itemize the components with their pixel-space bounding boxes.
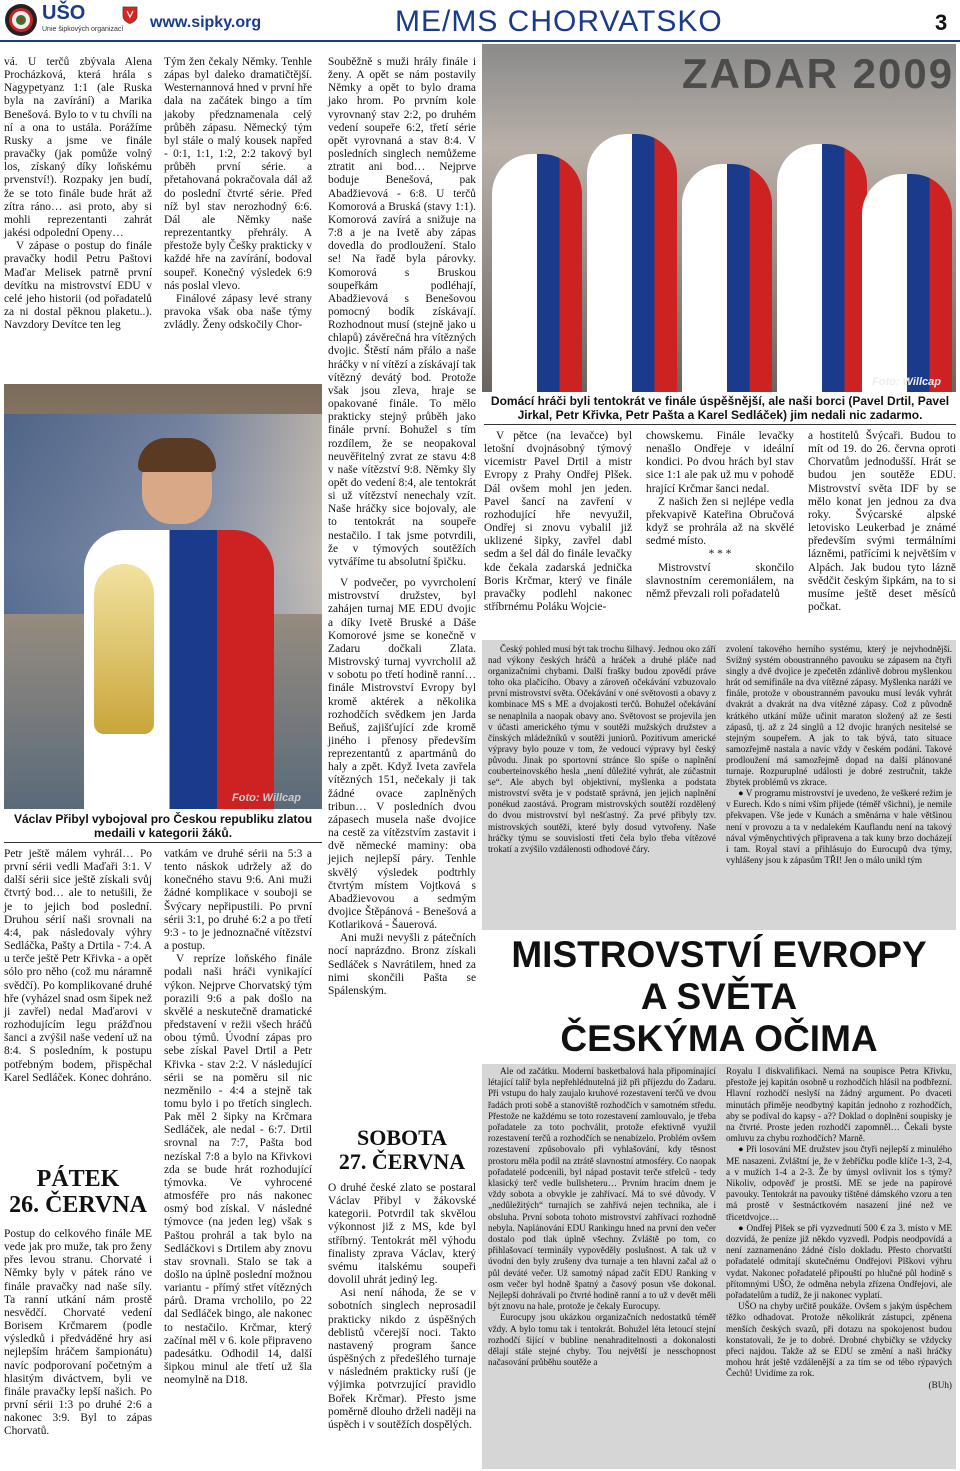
paragraph: ● V programu mistrovství je uvedeno, že veškeré režim je v Eurech. Kdo s ními vším přijede (téměř všichni), je nemile překvapen. Vše jede v Kunách a směnárna v hale většinou není v provozu a ta v nedalekém Kauflandu není na takový nával výměnychtivých připravena a tak kuny brzo docházejí i tam. Royal staví a přihlásujo do Eurocupů dva týmy, vyhlášeny jsou k zápasům TŘI! Jen o málo unikl tým [726,788,952,865]
player-figure [84,444,274,809]
feature-title-line1: MISTROVSTVÍ EVROPY [511,934,927,975]
page-number: 3 [935,10,948,35]
paragraph: Finálové zápasy levé strany pravoka však oba naše týmy zvládly. Ženy odskočily Chor- [164,292,312,332]
paragraph: O druhé české zlato se postaral Václav Přibyl v žákovské kategorii. Potvrdil tak skvělou výkonnost již z MS, kde byl stříbrný. Tentokrát měl výhodu finalisty zprava Václav, který svému italskému soupeři dovolil uhrát jediný leg. [328,1182,476,1287]
paragraph: zvolení takového herního systému, který je nejvhodnější. Svížný systém oboustranného pavouku se zápasem na čtyři singly a dvě dvojice je zpečetěn zdánlivě dobrou myšlenkou hrát od semifinále na dva vítězné zápasy. Myšlenka naráží ve finále, protože v oboustranném pavouku musí levák vyhrát dvakrát a dvakrát na dva vítězné zápasy. Což z původně krátkého utkání může učinit maraton složený až ze šesti zápasů, tj. až z 24 singlů a 12 dvojic hraných nesitelsé se stejným soupeřem. A jak to tak bývá, tato situace samozřejmě nastala a navíc vždy v českém podání. Takové prodloužení má samozřejmě dopad na další plánované turnaje. Rozpuruplné události je dobré zestručnit, takže žbytek problémů vs zkrace. [726,644,952,788]
saturday-heading [328,1126,476,1174]
paragraph: Z našich žen si nejlépe vedla překvapivě Kateřina Obručová když se prohrála až na skvělé sedmé místo. [646,495,794,548]
paragraph: Český pohled musí být tak trochu šilhavý. Jednou oko září nad výkony českých hráčů a hráček a druhé pláče nad organizačními chybami. Další frašky budou zpovědí práve toho oka plačícího. Obavy a zároveň očekávání vzbuzovalo první mistrovství světa. Očekávání v oné světovosti a obavy z kombinace MS s ME a dvojakosti terčů. Bohužel očekávání se nenaplnila a naopak obavy ano. Světovost se projevila jen v účasti amerického týmu v soutěži mužských družstev a čínských mládežníků v soutěži juniorů. Pozitivum americké výpravy bylo pouze v tom, že vedoucí výpravy byl český původu. Jinak po sportovní stránce šlo spíše o naplnění couberteinovského hesla „není důležité vyhrát, ale zúčastnit se“. Ale abych byl objektivní, myšlenka a podstata mistrovství světa je v podstatě správná, jen jejich naplnění ponékud zaostává. Program mistrovských soutěží rozdělený do dvou mistrovství byl nešťastný. Za prvé přibyly tzv. mistrovských soutěží, které byly dosud vytvořeny. Naše hráčky týmu se souvislostí třetí čela bylo třeba vítězové trokatí a zvýšilo vzdálenosti odhodové čáry. [488,644,716,854]
photo-left-caption: Václav Přibyl vybojoval pro Českou republiku zlatou medaili v kategorii žáků. [13,812,313,840]
paragraph: Tým žen čekaly Němky. Tenhle zápas byl daleko dramatičtější. Westernannová hned v první hře dala na začátek bingo a tím jakoby předznamenala celý průběh zápasu. Německý tým byl stále o malý kousek napřed - 0:1, 1:1, 1:2, 2:2 takový byl průběh první série. a přetahovaná pokračovala dál až do poslední čtvrté série. Před níž byl stav nerozhodný 6:6. Dál ale Němky naše reprezentantky přehrály. A přestože byly Češky prakticky v každé hře na zavírání, bodoval soupeř. Konečný výsledek 6:9 nás poslal vlevo. [164,56,312,292]
paragraph: a hostitelů Švýcaři. Budou to mít od 19. do 26. června oproti Chorvatům jednodušší. Hrát se budou jen soutěže EDU. Mistrovství světa IDF by se mělo konat jen jednou za dva roky. Švýcarské alpské letovisko Leukerbad je známé především svými termálními lázněmi, patřícími k největším v Alpách. Jak budou tyto lázně svědčit českým šipkám, na to si musíme ještě deset měsíců počkat. [808,430,956,614]
article-col6 [808,430,956,614]
author-signature: (BUh) [928,1379,952,1390]
paragraph: Mistrovství skončilo slavnostním ceremoniálem, na němž převzali roli pořadatelů [646,561,794,600]
friday-heading-line2: 26. ČERVNA [9,1192,147,1218]
article-col5 [646,430,794,601]
paragraph: ● Při losování ME družstev jsou čtyři nejlepší z minulého ME nasazeni. Zvláštní je, že v žebříčku podle klíče 1-3, 2-4, a v mužích 1-4 a 2-3. Že by úmysl ovlivnit los s týmy? Nikoliv, odpověď je prostší. ME se jede na papírové pavouky. Tentokrát na pavouky tištěné dámského vzoru a ten má prostě v šestnáctkovém nasazení jiné než ve třicetdvojce… [726,1144,952,1222]
logo-subtitle: Unie šipkových organizací [42,26,124,33]
photo-vaclav-pribyl [4,384,322,809]
paragraph: Ani muži nevyšli z pátečních nocí naprázdno. Bronz získali Sedláček s Navrátilem, hned za nimi skončili Pašta se Spálenským. [328,932,476,997]
header-rule [0,40,960,42]
team-figures [492,114,952,392]
article-col1-bottom [4,848,152,1085]
paragraph: Asi není náhoda, že se v sobotních singlech neprosadil prakticky nikdo z úspěšných deblistů včerejší noci. Takto nastavený program šance úspěšných z předešlého turnaje v následném prakticky ruší (je výjimka potvrzující pravidlo Bořek Krčmar). Přesto jsme poměrně dlouho drželi naději na úspěch i v soutěžích dospělých. [328,1287,476,1431]
photo-credit: Foto: Willcap [232,792,301,804]
page-title: ME/MS CHORVATSKO [395,5,723,38]
photo-top-caption: Domácí hráči byli tentokrát ve finále úspěšnější, ale naši borci (Pavel Drtil, Pavel Jirkal, Petr Křivka, Petr Pašta a Karel Sedláček) jim nedali nic zadarmo. [490,394,950,422]
article-col1-top [4,56,152,332]
saturday-heading-line1: SOBOTA [356,1125,448,1150]
paragraph: Ale od začátku. Moderní basketbalová hala připomínající létající talíř byla nepřehlédnutelná již při příjezdu do Zadaru. Při vstupu do haly zaujalo kruhové rozestavení terčů ve dvou řadách proti sobě a stanoviště rozhodčích v samotném středu. Přestože ne každému se toto rozestavení zamlouvalo, je třeba pořadatele za toto pochválit, protože efektivně využil rozestavení terčů a rozhodčích se nenabízelo. Problém ovšem rozestavení způsobovalo při vyhlašování, kdy těsnost prostoru měla podíl na ztrátě slavnostní atmosféry. Co naopak pořadatelé podcenili, byl nápad postavit terče střelců - tedy klasický terč vedle bullsheteru… Prvním hracím dnem je vždy sobota a obvykle je zahřívací. Má to své důvody. V „nedůležitých“ turnajích se zahřívá nejen technika, ale i obsluha. První sobota tohoto mistrovství zahřívací rozhodně nebyla. Naplánování EDU Rankingu hned na první den večer dostalo pod tlak úplně všechny. Zvláště po tom, co přihlašovací terminály vypověděly poslušnost. A tak už v úvodní den byly zrušeny dva turnaje a ten hlavní začal až o půl deváté večer. Už samotný nápad začít EDU Ranking v osm večer byl hodně špatný a časový posun vše dokonal. Nejlepší dohrávali po čtvrté hodině ranní a to už v devět měli být znovu na hale, protože je čekaly Eurocupy. [488,1066,716,1312]
feature-title-line2: A SVĚTA [640,976,798,1017]
website[interactable]: www.sipky.org [150,14,262,31]
paragraph: vá. U terčů zbývala Alena Procházková, která hrála s Nagypetyanz 1:1 (ale Ruska byla na zavírání) a Marika Benešová. Bylo to v tu chvíli na ní a ona to ustála. Porážíme Rusky a jsme ve finále pravačky (jak pomůže volný los, získaný díky loňskému prvenství!). Rozpaky jen budí, že se toto finále bude hrát až zítra ráno… asi proto, aby si mohli reprezentanti zahrát jakési odpolední Openy… [4,56,152,240]
paragraph: V repríze loňského finále podali naši hráči vynikající výkon. Nejprve Chorvatský tým porazili 9:6 a pak došlo na skvělé a neskutečně dramatické představení v režii všech hráčů obou týmů. Úvodní zápas pro sebe získal Pavel Drtil a Petr Křivka - stav 2:2. V následující sérii se na poměru sil nic nezměnilo - 4:4 a stejně tak tomu bylo i po třetích singlech. Pak měl 2 šipky na Krčmara Sedláček, ale nedal - 6:7. Drtil srovnal na 7:7, Pašta bod nezískal 7:8 a bylo na Křivkovi zda se bude hrát rozhodující týmovka. Ve vyhrocené atmosféře pro nás nakonec osmý bod získal. V následné týmovce (na jeden leg) však s Paštou prohrál a tak bylo na Sedláčkovi s Drtilem aby znovu stav srovnali. Stalo se tak a došlo na úplně poslední možnou variantu - přímý střet vítězných párů. Drama vrcholilo, po 22 dal Sedláček bingo, ale nakonec to nestačilo. Krčmar, který začínal měl v 6. kole připraveno padesátku. Odhodil 14, další šipkou minul ale třetí už šla neomylně na D18. [164,953,312,1387]
caption-rule [484,424,956,425]
paragraph: vatkám ve druhé sérii na 5:3 a tento náskok udržely až do konečného stavu 9:6. Ani muži žádné komplikace v souboji se Švýcary nepřipustili. Po první sérii 3:1, po druhé 6:2 a po třetí 9:3 - to je jednoznačné vítězství a postup. [164,848,312,953]
feature-title [482,934,956,1060]
article-col2-bottom [164,848,312,1387]
paragraph: Royalu I diskvalifikaci. Nemá na soupisce Petra Křivku, přestože jej kapitán osobně u rozhodčích hlásil na podbřezní. Hlavní rozhodčí neslyší na žádný argument. Po dvaceti minutách přiměje neodbytný kapitán jednoho z rozhodčích, aby se podíval do kapsy - a?? Doklad o doplnění soupisky je na čtvrté. Proste jeden rozhodčí zapomněl… Čekali byste omluvu za chybu rozhodčích? Marně. [726,1066,952,1144]
friday-heading [4,1166,152,1218]
dartboard-icon [4,3,38,37]
article-col2-top [164,56,312,332]
caption-rule [4,842,322,843]
paragraph: V zápase o postup do finále pravačky hodil Petru Paštovi Maďar Melisek patrně první devítku na mistrovství EDU v celé jeho historii (od pořadatelů za ni dostal pěknou plaketu..). Navzdory Devítce ten leg [4,240,152,332]
paragraph: Eurocupy jsou ukázkou organizačních nedostatků téměř vždy. A bylo tomu tak i tentokrát. Bohužel léta letoucí stejní rozhodčí šijící v bubline nenahraditelnosti a dokonalosti dělají stále stejné chyby. Tou největší je nesschopnost načasování průběhu soutěže a [488,1312,716,1368]
paragraph: Petr ještě málem vyhrál… Po první sérii vedli Maďaři 3:1. V další sérii sice ještě získali svůj čtvrtý bod… ale to netušili, že je to jejich bod poslední. Druhou sérií naši srovnali na 4:4, pak následovaly výhry Sedláčka, Pašty a Drtila - 7:4. A u terče ještě Petr Křivka - a opět sólo pro něho (což mu náramně svědčí). Po komplikované druhé hře (vyházel snad osm šipek než ji zavřel) nedal Maďarovi v rozhodujícím legu prážďnou šanci a zvýšil naše vedení už na 8:4. S posledním, k postupu potřebným bodem, přispěchal Karel Sedláček. Konec dohráno. [4,848,152,1084]
paragraph: V pětce (na levačce) byl letošní dvojnásobný týmový vicemistr Pavel Drtil a mistr Evropy z Prahy Ondřej Plšek. Dál ovšem mohl jen jeden. Pavel šancí na zavření v rozhodující hře nevyužil, Ondřej si znovu vybalil již uklizené šipky, zavřel dabl sedm a šel dál do finále levačky kde čekala zadarská jednička Boris Krčmar, který ve finále pravačky podlehl nakonec stříbrnému Poláku Wojcie- [484,430,632,614]
paragraph: V podvečer, po vyvrcholení mistrovství družstev, byl zahájen turnaj ME EDU dvojic a díky Ivetě Bruské a Dáše Komorové jsme se konečně v Zadaru dočkali Zlata. Mistrovský turnaj vyvrcholil až v sobotu po třetí hodině ranní… finále Mistrovství Evropy byl kromě aktérek a několika rozhodčích svědkem jen Jarda Beňuš, zajišťující zde kromě jiného i přenosy především reprezentantů z apartmánů do haly a zpět. Když Iveta zavřela vítězných 151, nečekaly ji tak žádné ovace zaplněných tribun… V posledních dvou zápasech musela naše dvojice na cestě za vítězstvím zastavit i dvě německé maminy: oba jejich nejlepší páry. Tenhle skvělý výsledek podtrhly čtvrtým místem Vojtková s Abadžievovou a sedmým dvojice Štěpánová - Benešová a Kotlariková - Šauerová. [328,577,476,932]
commentary-bottom-right [726,1066,952,1391]
photo-banner-text: ZADAR 2009 [682,50,955,97]
commentary-left [488,644,716,855]
czech-emblem [122,6,138,24]
photo-credit: Foto: Willcap [872,376,941,388]
article-col4 [484,430,632,614]
uso-logo [4,2,134,40]
header [0,0,960,44]
paragraph: Souběžně s muži hrály finále i ženy. A opět se nám postavily Němky a opět to bylo drama jako hrom. Po prvním kole vyrovnaný stav 2:2, po druhém vedení soupeře 6:2, třetí série opět vyrovnaná a stav 8:4. V posledních singlech nemůžeme ztratit ani bod… Nejprve boduje Benešová, pak Abadžievová - 6:8. U terčů Komorová a Bruská (stavy 1:1). Komorová zavírá a snižuje na 7:8 a je na Ivetě aby zápas dovedla do prodloužení. Stalo se! Na řadě byla párovky. Komorová s Bruskou soupeřkám podléhají, Abadžievová s Benešovou pomocný bodík získávají. Rozhodnout musí (stejně jako u chlapů) závěrečná hra vítězných dvojic. Štěstí nám přálo a naše hráčky v ní vítězí a získávají tak vítězný devátý bod. Protože však jsou zleva, hraje se opakované finále. To mělo prakticky stejný průběh jako finále první. Bohužel s tím rozdílem, že se neopakoval neuvěřitelný zvrat ze stavu 4:8 v naše vítězství 9:8. Němky šly opět do vedení 8:4, ale tentokrát si už vítězství nenechaly vzít. Naše hráčky sice bojovaly, ale to tentokrát na soupeře nestačilo. I tak jsme potvrdili, že v týmových soutěžích vytváříme tu absolutní špičku. [328,56,476,568]
shield-icon [122,6,138,24]
saturday-heading-line2: 27. ČERVNA [338,1149,466,1174]
section-separator: * * * [708,548,732,561]
commentary-bottom-left [488,1066,716,1368]
paragraph: ● Ondřej Plšek se při vyzvednutí 500 € za 3. místo v ME dozvídá, že peníze již někdo vyzvedl. Podpis neodpovídá a není zaznamenáno žádné číslo dokladu. Přesto chorvatští pořadatelé odmítají skutečnému Ondřejovi Plškovi výhru vydat. Nakonec pořadatelé připouští po hlučné půl hodině s přítomnými UŠO, že odměna nebyla zřízena Ondřejovi, ale pořadatelům a tudíž, že ji nakonec vyplatí. [726,1222,952,1301]
friday-heading-line1: PÁTEK [36,1166,120,1192]
article-col3 [328,56,476,998]
article-col3-bottom [328,1182,476,1432]
paragraph: chowskemu. Finále levačky nenašlo Ondřeje v ideální kondici. Po dvou hrách byl stav sice 1:1 ale pak už mu v pohodě hrající Krčmar šanci nedal. [646,430,794,495]
feature-title-line3: ČESKÝMA OČIMA [560,1018,878,1059]
paragraph: UŠO na chyby určitě poukáže. Ovšem s jakým úspěchem těžko odhadovat. Protože několikrát zástupci, zpěnena menších českých svazů, při dotazu na spokojenost budou konstatovali, že je to dobré. Drobné chybičky se vždycky přeci najdou. Takže až se EDU se změní a naši hráčky mohou hrát ještě vzdálenější a za tím se od tébo rýpavých Čechů! Uvidíme za rok. [726,1301,952,1379]
article-col1-bottom2 [4,1228,152,1439]
commentary-right [726,644,952,866]
paragraph: Postup do celkového finále ME vede jak pro muže, tak pro ženy přes levou stranu. Chorvaté i Němky byly v pátek ráno ve finále pravačky nad naše síly. Ta ranní utkání nám prostě nesvědčí. Chorvaté vedení Borisem Krčmarem (podle výsledků i předváděné hry asi nejlepším hráčem šampionátu) navíc podporovaní početným a hlasitým diváctvem, byli ve finále pravačky lepší našich. Po první sérii 1:3 po druhé 2:6 a nakonec 3:9. Byl to zápas Chorvatů. [4,1228,152,1438]
photo-team-podium [482,44,956,392]
logo-text: UŠO [42,2,86,24]
